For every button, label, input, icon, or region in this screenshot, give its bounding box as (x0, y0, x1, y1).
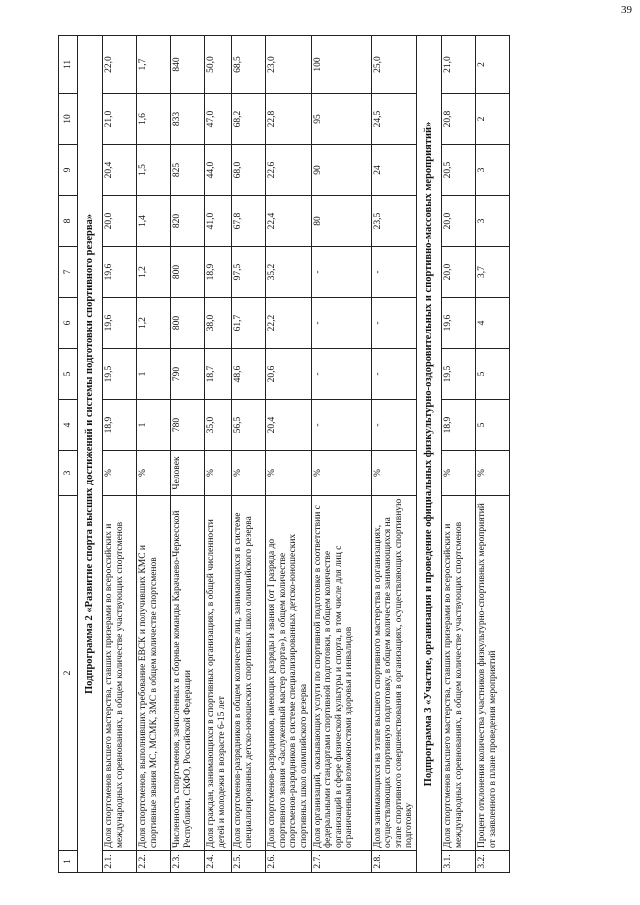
value-cell: 1,2 (137, 298, 171, 349)
indicator-name: Доля спортсменов-разрядников в общем количестве лиц, занимающихся в системе специализированных детско-юношеских спортивных школ олимпийского резерва (232, 496, 266, 851)
value-cell: 3 (476, 196, 510, 247)
unit: % (371, 451, 417, 496)
value-cell: 1,2 (137, 247, 171, 298)
value-cell: - (311, 400, 371, 451)
value-cell: 19,5 (442, 349, 476, 400)
value-cell: 56,5 (232, 400, 266, 451)
table-row (371, 36, 417, 873)
value-cell: 2 (476, 94, 510, 145)
column-number-9: 9 (59, 145, 78, 196)
indicator-name: Доля организаций, оказывающих услуги по спортивной подготовке в соответствии с федеральными стандартами спортивной подготовки, в общем количестве организаций в сфере физической культуры и спорта, в том числе для лиц с ограниченными возможностями здоровья и инвалидов (311, 496, 371, 851)
unit: % (311, 451, 371, 496)
value-cell: 90 (311, 145, 371, 196)
indicator-name: Доля занимающихся на этапе высшего спортивного мастерства в организациях, осуществляющих спортивную подготовку, в общем количестве занимающихся на этапе спортивного совершенствования в организациях, осуществляющих спортивную подготовку (371, 496, 417, 851)
value-cell: 1,4 (137, 196, 171, 247)
value-cell: 18,9 (103, 400, 137, 451)
indicator-name: Численность спортсменов, зачисленных в сборные команды Карачаево-Черкесской Республики, СКФО, Российской Федерации (171, 496, 205, 851)
value-cell: 67,8 (232, 196, 266, 247)
rotated-table-wrapper (58, 36, 593, 873)
value-cell: 20,6 (266, 349, 312, 400)
indicator-name: Доля спортсменов, выполнивших требование ЕВСК и получивших КМС и спортивные звания МС, МСМК, ЗМС в общем количестве спортсменов (137, 496, 171, 851)
value-cell: 20,0 (442, 247, 476, 298)
value-cell: 19,6 (103, 298, 137, 349)
indicator-name: Доля граждан, занимающихся в спортивных организациях, в общей численности детей и молодежи в возрасте 6-15 лет (205, 496, 232, 851)
value-cell: 22,8 (266, 94, 312, 145)
subprogram-header-row (417, 36, 442, 873)
row-number: 2.5. (232, 851, 266, 873)
value-cell: 68,0 (232, 145, 266, 196)
value-cell: - (371, 349, 417, 400)
row-number: 2.2. (137, 851, 171, 873)
value-cell: 48,6 (232, 349, 266, 400)
indicator-name: Доля спортсменов высшего мастерства, ставших призерами во всероссийских и международных соревнованиях, в общем количестве участвующих спортсменов (442, 496, 476, 851)
value-cell: 80 (311, 196, 371, 247)
column-number-1: 1 (59, 851, 78, 873)
row-number: 2.4. (205, 851, 232, 873)
table-row (442, 36, 476, 873)
subprogram-title: Подпрограмма 3 «Участие, организация и проведение официальных физкультурно-оздоровительных и спортивно-массовых мероприятий» (417, 36, 442, 873)
unit: Человек (171, 451, 205, 496)
table-row (205, 36, 232, 873)
column-number-6: 6 (59, 298, 78, 349)
value-cell: - (371, 400, 417, 451)
value-cell: - (311, 298, 371, 349)
value-cell: 97,5 (232, 247, 266, 298)
value-cell: 18,7 (205, 349, 232, 400)
table-row (137, 36, 171, 873)
value-cell: 1,5 (137, 145, 171, 196)
row-number: 2.6. (266, 851, 312, 873)
value-cell: 23,5 (371, 196, 417, 247)
subprogram-title: Подпрограмма 2 «Развитие спорта высших достижений и системы подготовки спортивного резерва» (78, 36, 103, 873)
value-cell: 44,0 (205, 145, 232, 196)
unit: % (232, 451, 266, 496)
value-cell: 47,0 (205, 94, 232, 145)
value-cell: 1 (137, 349, 171, 400)
value-cell: 820 (171, 196, 205, 247)
table-row (311, 36, 371, 873)
value-cell: 1,7 (137, 36, 171, 94)
value-cell: 19,6 (442, 298, 476, 349)
value-cell: 790 (171, 349, 205, 400)
value-cell: 800 (171, 247, 205, 298)
value-cell: 4 (476, 298, 510, 349)
row-number: 2.3. (171, 851, 205, 873)
value-cell: 20,0 (442, 196, 476, 247)
indicators-table (58, 35, 510, 873)
subprogram-header-row (78, 36, 103, 873)
unit: % (137, 451, 171, 496)
column-number-10: 10 (59, 94, 78, 145)
indicator-name: Доля спортсменов высшего мастерства, ставших призерами во всероссийских и международных соревнованиях, в общем количестве участвующих спортсменов (103, 496, 137, 851)
value-cell: 22,4 (266, 196, 312, 247)
value-cell: 100 (311, 36, 371, 94)
value-cell: 833 (171, 94, 205, 145)
value-cell: 20,4 (103, 145, 137, 196)
column-number-4: 4 (59, 400, 78, 451)
value-cell: 25,0 (371, 36, 417, 94)
value-cell: 840 (171, 36, 205, 94)
value-cell: 18,9 (205, 247, 232, 298)
value-cell: 95 (311, 94, 371, 145)
table-row (476, 36, 510, 873)
table-row (171, 36, 205, 873)
value-cell: 22,6 (266, 145, 312, 196)
unit: % (266, 451, 312, 496)
value-cell: 19,5 (103, 349, 137, 400)
value-cell: 2 (476, 36, 510, 94)
value-cell: 5 (476, 349, 510, 400)
value-cell: 22,0 (103, 36, 137, 94)
value-cell: 68,5 (232, 36, 266, 94)
indicator-name: Процент отклонения количества участников физкультурно-спортивных мероприятий от заявленного в плане проведения мероприятий (476, 496, 510, 851)
value-cell: 1 (137, 400, 171, 451)
value-cell: 18,9 (442, 400, 476, 451)
value-cell: 68,2 (232, 94, 266, 145)
value-cell: 800 (171, 298, 205, 349)
value-cell: 1,6 (137, 94, 171, 145)
value-cell: 3,7 (476, 247, 510, 298)
value-cell: 21,0 (103, 94, 137, 145)
value-cell: 50,0 (205, 36, 232, 94)
row-number: 2.7. (311, 851, 371, 873)
value-cell: - (311, 247, 371, 298)
value-cell: 35,2 (266, 247, 312, 298)
value-cell: 61,7 (232, 298, 266, 349)
value-cell: 3 (476, 145, 510, 196)
value-cell: - (311, 349, 371, 400)
value-cell: 780 (171, 400, 205, 451)
value-cell: 20,8 (442, 94, 476, 145)
value-cell: 38,0 (205, 298, 232, 349)
column-number-5: 5 (59, 349, 78, 400)
column-number-7: 7 (59, 247, 78, 298)
table-row (103, 36, 137, 873)
indicator-name: Доля спортсменов-разрядников, имеющих разряды и звания (от I разряда до спортивного звания «Заслуженный мастер спорта»), в общем количестве спортсменов-разрядников в системе специализированных детско-юношеских спортивных школ олимпийского резерва (266, 496, 312, 851)
column-number-header-row (59, 36, 78, 873)
column-number-8: 8 (59, 196, 78, 247)
unit: % (476, 451, 510, 496)
unit: % (442, 451, 476, 496)
value-cell: 19,6 (103, 247, 137, 298)
value-cell: 5 (476, 400, 510, 451)
value-cell: 21,0 (442, 36, 476, 94)
value-cell: 22,2 (266, 298, 312, 349)
table-body (78, 36, 510, 873)
value-cell: - (371, 247, 417, 298)
table-row (232, 36, 266, 873)
column-number-2: 2 (59, 496, 78, 851)
table-row (266, 36, 312, 873)
unit: % (205, 451, 232, 496)
value-cell: 35,0 (205, 400, 232, 451)
value-cell: 20,4 (266, 400, 312, 451)
value-cell: 20,5 (442, 145, 476, 196)
value-cell: 23,0 (266, 36, 312, 94)
value-cell: 24,5 (371, 94, 417, 145)
column-number-3: 3 (59, 451, 78, 496)
unit: % (103, 451, 137, 496)
column-number-11: 11 (59, 36, 78, 94)
value-cell: 20,0 (103, 196, 137, 247)
value-cell: 825 (171, 145, 205, 196)
row-number: 3.2. (476, 851, 510, 873)
value-cell: 41,0 (205, 196, 232, 247)
row-number: 3.1. (442, 851, 476, 873)
page-number: 39 (621, 4, 632, 16)
value-cell: - (371, 298, 417, 349)
row-number: 2.1. (103, 851, 137, 873)
value-cell: 24 (371, 145, 417, 196)
row-number: 2.8. (371, 851, 417, 873)
